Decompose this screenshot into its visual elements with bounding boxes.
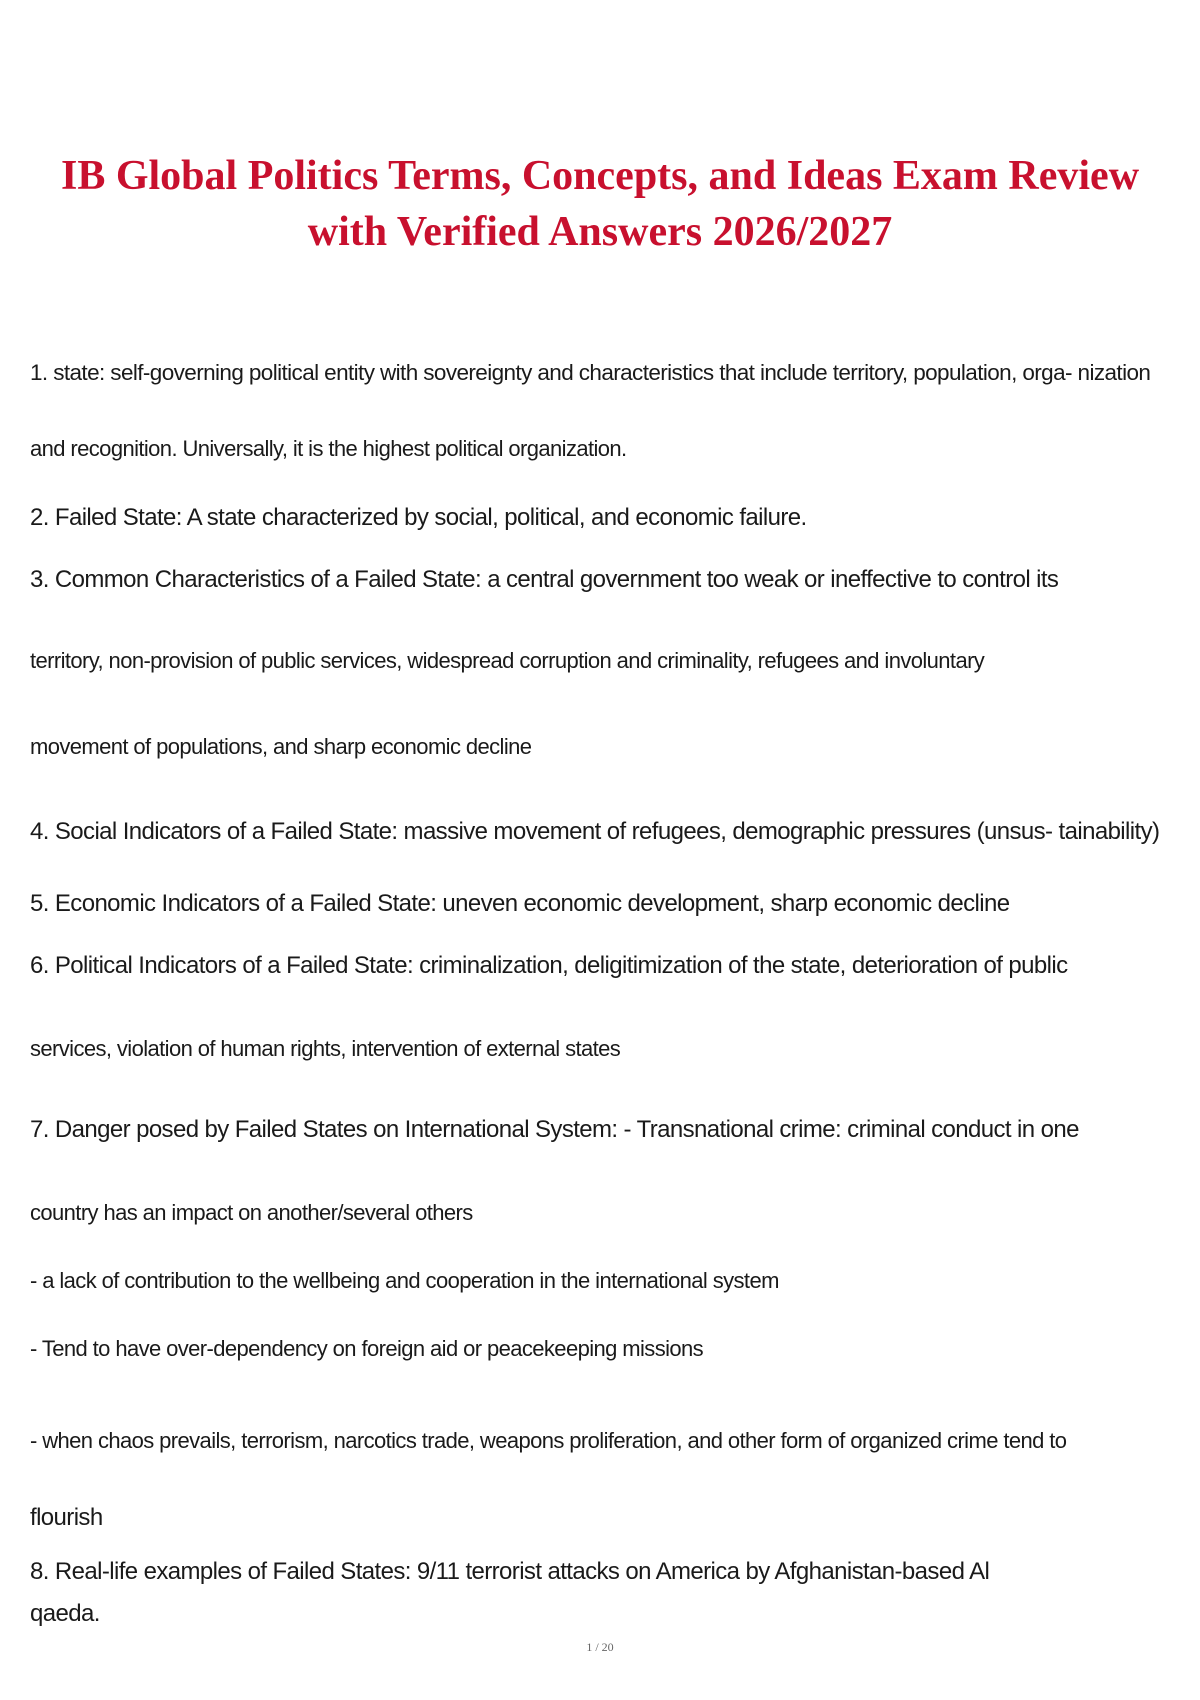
text-line-5: territory, non-provision of public services, widespread corruption and criminality, refugees and involuntary	[30, 648, 985, 673]
text-line-13: - a lack of contribution to the wellbeing and cooperation in the international system	[30, 1268, 779, 1293]
text-line-12: country has an impact on another/several others	[30, 1200, 473, 1225]
text-line-6: movement of populations, and sharp economic decline	[30, 734, 532, 759]
text-line-3: 2. Failed State: A state characterized by social, political, and economic failure.	[30, 504, 807, 531]
title-line-1: IB Global Politics Terms, Concepts, and Ideas Exam Review	[60, 153, 1140, 199]
text-line-17: 8. Real-life examples of Failed States: 9/11 terrorist attacks on America by Afghanistan-based Al	[30, 1558, 990, 1585]
text-line-8: 5. Economic Indicators of a Failed State: uneven economic development, sharp economic decline	[30, 890, 1010, 917]
page-number: 1 / 20	[586, 1640, 614, 1654]
text-line-7: 4. Social Indicators of a Failed State: massive movement of refugees, demographic pressures (unsus- tainability)	[30, 818, 1160, 845]
text-line-14: - Tend to have over-dependency on foreign aid or peacekeeping missions	[30, 1336, 704, 1361]
text-line-2: and recognition. Universally, it is the highest political organization.	[30, 436, 627, 461]
text-line-18: qaeda.	[30, 1600, 100, 1627]
text-line-4: 3. Common Characteristics of a Failed State: a central government too weak or ineffective to control its	[30, 566, 1059, 593]
text-line-9: 6. Political Indicators of a Failed State: criminalization, deligitimization of the state, deterioration of public	[30, 952, 1068, 979]
text-line-11: 7. Danger posed by Failed States on International System: - Transnational crime: criminal conduct in one	[30, 1116, 1079, 1143]
text-line-16: flourish	[30, 1504, 103, 1531]
document-title	[0, 148, 1200, 260]
title-line-2: with Verified Answers 2026/2027	[307, 209, 893, 255]
text-line-15: - when chaos prevails, terrorism, narcotics trade, weapons proliferation, and other form of organized crime tend to	[30, 1428, 1067, 1453]
text-line-1: 1. state: self-governing political entity with sovereignty and characteristics that include territory, population, orga- nization	[30, 360, 1151, 385]
text-line-10: services, violation of human rights, intervention of external states	[30, 1036, 621, 1061]
